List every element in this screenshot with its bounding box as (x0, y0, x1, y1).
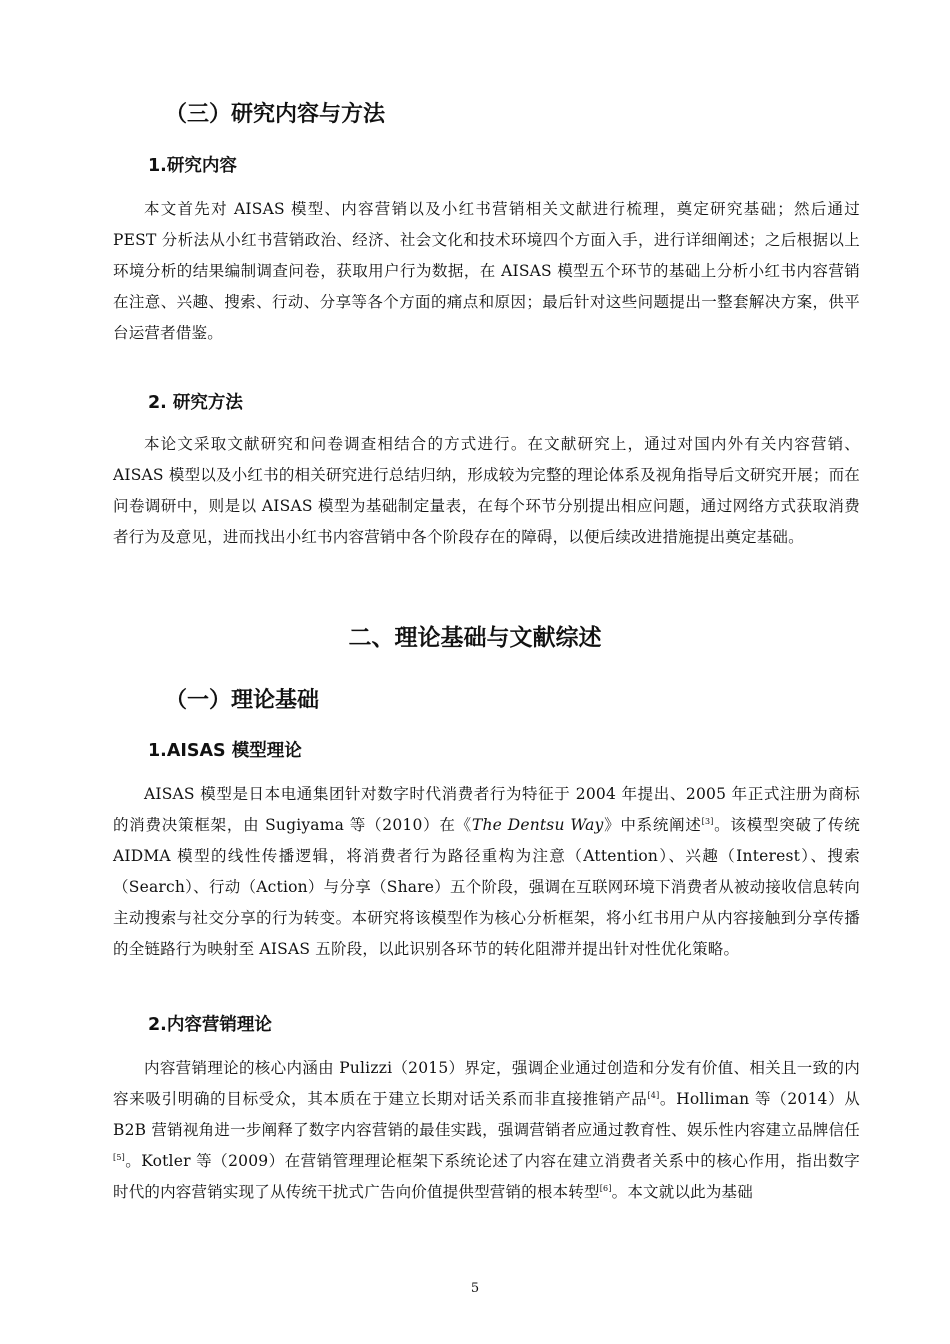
research-content-heading: 1.研究内容 (148, 156, 237, 176)
citation-3: [3] (701, 816, 714, 826)
research-method-heading: 2. 研究方法 (148, 393, 243, 413)
theory-section-heading: （一）理论基础 (165, 688, 320, 713)
marketing-text-part-1: 内容营销理论的核心内涵由 Pulizzi（2015）界定，强调企业通过创造和分发有价值、相关且一致的内容来吸引明确的目标受众，其本质在于建立长期对话关系而非直接推销产品 (113, 1059, 860, 1108)
aisas-text-part-3: 。该模型突破了传统 AIDMA 模型的线性传播逻辑，将消费者行为路径重构为注意（Attention）、兴趣（Interest）、搜索（Search）、行动（Action）与分享（Share）五个阶段，强调在互联网环境下消费者从被动接收信息转向主动搜索与社交分享的行为转变。本研究将该模型作为核心分析框架，将小红书用户从内容接触到分享传播的全链路行为映射至 AISAS 五阶段，以此识别各环节的转化阻滞并提出针对性优化策略。 (113, 816, 860, 958)
chapter-heading: 二、理论基础与文献综述 (348, 625, 602, 651)
citation-6: [6] (599, 1183, 612, 1193)
citation-4: [4] (647, 1090, 660, 1100)
aisas-theory-paragraph (113, 779, 860, 965)
book-title: The Dentsu Way (471, 816, 604, 834)
content-marketing-heading: 2.内容营销理论 (148, 1015, 272, 1035)
page-number: 5 (470, 1281, 480, 1296)
research-method-paragraph: 本论文采取文献研究和问卷调查相结合的方式进行。在文献研究上，通过对国内外有关内容营销、AISAS 模型以及小红书的相关研究进行总结归纳，形成较为完整的理论体系及视角指导后文研究开展；而在问卷调研中，则是以 AISAS 模型为基础制定量表，在每个环节分别提出相应问题，通过网络方式获取消费者行为及意见，进而找出小红书内容营销中各个阶段存在的障碍，以便后续改进措施提出奠定基础。 (113, 435, 860, 546)
marketing-text-part-3: 。Kotler 等（2009）在营销管理理论框架下系统论述了内容在建立消费者关系中的核心作用，指出数字时代的内容营销实现了从传统干扰式广告向价值提供型营销的根本转型 (113, 1152, 860, 1201)
content-marketing-paragraph (113, 1053, 860, 1208)
aisas-text-part-1: AISAS 模型是日本电通集团针对数字时代消费者行为特征于 2004 年提出、2005 年正式注册为商标的消费决策框架，由 Sugiyama 等（2010）在《 (113, 785, 860, 834)
citation-5: [5] (113, 1152, 125, 1162)
aisas-theory-heading: 1.AISAS 模型理论 (148, 741, 302, 761)
aisas-text-part-2: 》中系统阐述 (603, 816, 702, 834)
research-content-paragraph: 本文首先对 AISAS 模型、内容营销以及小红书营销相关文献进行梳理，奠定研究基础；然后通过 PEST 分析法从小红书营销政治、经济、社会文化和技术环境四个方面入手，进行详细阐述；之后根据以上环境分析的结果编制调查问卷，获取用户行为数据，在 AISAS 模型五个环节的基础上分析小红书内容营销在注意、兴趣、搜索、行动、分享等各个方面的痛点和原因；最后针对这些问题提出一整套解决方案，供平台运营者借鉴。 (113, 200, 860, 342)
research-section-heading: （三）研究内容与方法 (165, 102, 386, 127)
marketing-text-part-2: 。Holliman 等（2014）从 B2B 营销视角进一步阐释了数字内容营销的最佳实践，强调营销者应通过教育性、娱乐性内容建立品牌信任 (113, 1090, 860, 1139)
marketing-text-part-4: 。本文就以此为基础 (611, 1183, 753, 1201)
